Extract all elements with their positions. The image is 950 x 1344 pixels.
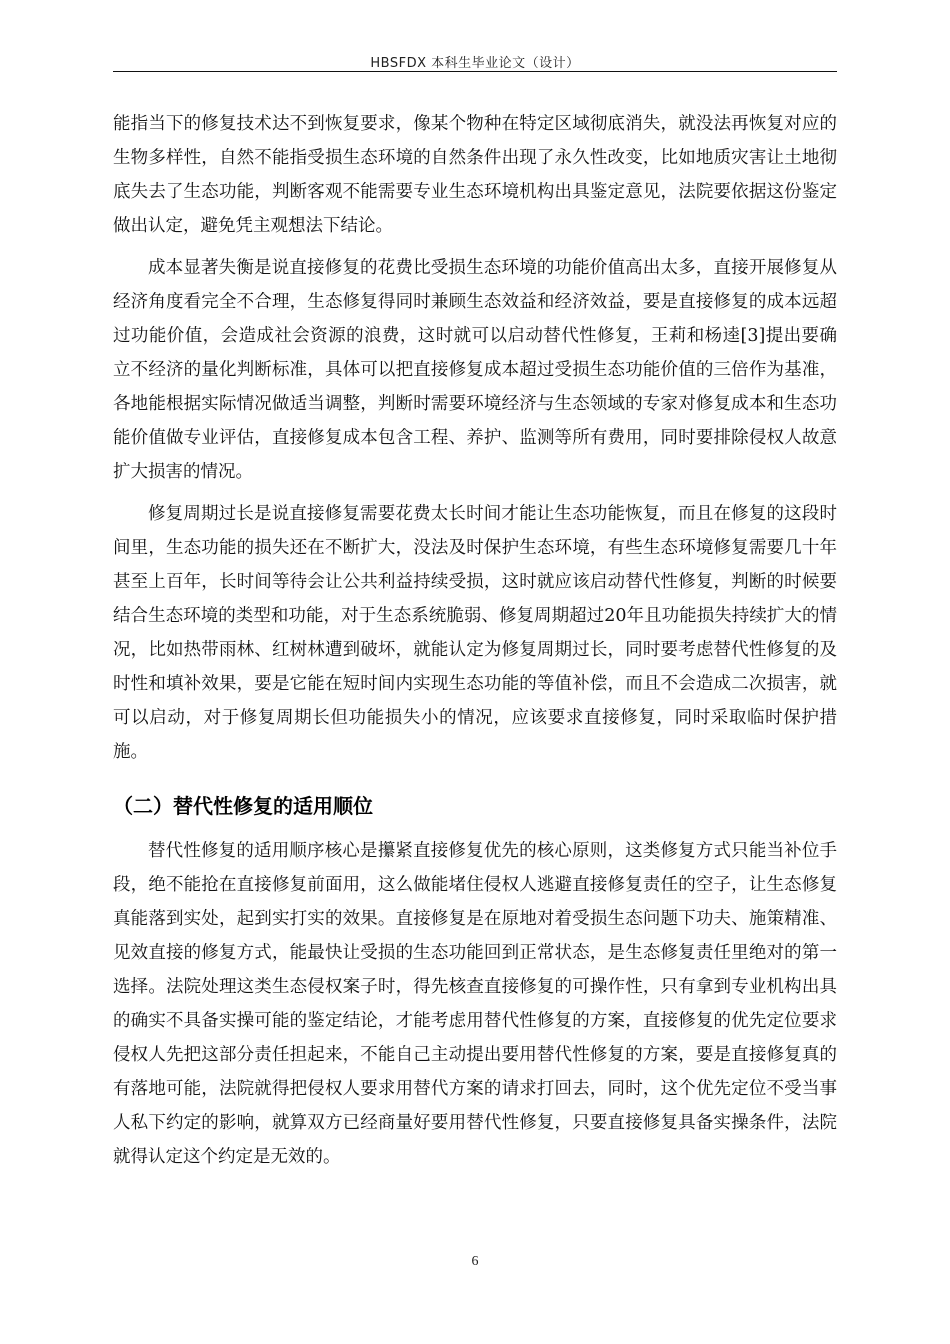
header-rule: [113, 71, 837, 72]
paragraph-applicable-order: 替代性修复的适用顺序核心是攥紧直接修复优先的核心原则，这类修复方式只能当补位手段，绝不能抢在直接修复前面用，这么做能堵住侵权人逃避直接修复责任的空子，让生态修复真能落到实处，起到实打实的效果。直接修复是在原地对着受损生态问题下功夫、施策精准、见效直接的修复方式，能最快让受损的生态功能回到正常状态，是生态修复责任里绝对的第一选择。法院处理这类生态侵权案子时，得先核查直接修复的可操作性，只有拿到专业机构出具的确实不具备实操可能的鉴定结论，才能考虑用替代性修复的方案，直接修复的优先定位要求侵权人先把这部分责任担起来，不能自己主动提出要用替代性修复的方案，要是直接修复真的有落地可能，法院就得把侵权人要求用替代方案的请求打回去，同时，这个优先定位不受当事人私下约定的影响，就算双方已经商量好要用替代性修复，只要直接修复具备实操条件，法院就得认定这个约定是无效的。: [113, 841, 837, 1167]
paragraph-repair-period: 修复周期过长是说直接修复需要花费太长时间才能让生态功能恢复，而且在修复的这段时间里，生态功能的损失还在不断扩大，没法及时保护生态环境，有些生态环境修复需要几十年甚至上百年，长时间等待会让公共利益持续受损，这时就应该启动替代性修复，判断的时候要结合生态环境的类型和功能，对于生态系统脆弱、修复周期超过20年且功能损失持续扩大的情况，比如热带雨林、红树林遭到破坏，就能认定为修复周期过长，同时要考虑替代性修复的及时性和填补效果，要是它能在短时间内实现生态功能的等值补偿，而且不会造成二次损害，就可以启动，对于修复周期长但功能损失小的情况，应该要求直接修复，同时采取临时保护措施。: [113, 504, 837, 762]
running-header: HBSFDX 本科生毕业论文（设计）: [370, 56, 580, 71]
section-heading: （二）替代性修复的适用顺位: [113, 794, 373, 818]
body-text: [113, 107, 837, 1174]
paragraph-cost-imbalance: 成本显著失衡是说直接修复的花费比受损生态环境的功能价值高出太多，直接开展修复从经济角度看完全不合理，生态修复得同时兼顾生态效益和经济效益，要是直接修复的成本远超过功能价值，会造成社会资源的浪费，这时就可以启动替代性修复，王莉和杨逵[3]提出要确立不经济的量化判断标准，具体可以把直接修复成本超过受损生态功能价值的三倍作为基准，各地能根据实际情况做适当调整，判断时需要环境经济与生态领域的专家对修复成本和生态功能价值做专业评估，直接修复成本包含工程、养护、监测等所有费用，同时要排除侵权人故意扩大损害的情况。: [113, 258, 837, 482]
page-number: 6: [471, 1254, 479, 1269]
paragraph-continued: 能指当下的修复技术达不到恢复要求，像某个物种在特定区域彻底消失，就没法再恢复对应的生物多样性，自然不能指受损生态环境的自然条件出现了永久性改变，比如地质灾害让土地彻底失去了生态功能，判断客观不能需要专业生态环境机构出具鉴定意见，法院要依据这份鉴定做出认定，避免凭主观想法下结论。: [113, 114, 837, 236]
